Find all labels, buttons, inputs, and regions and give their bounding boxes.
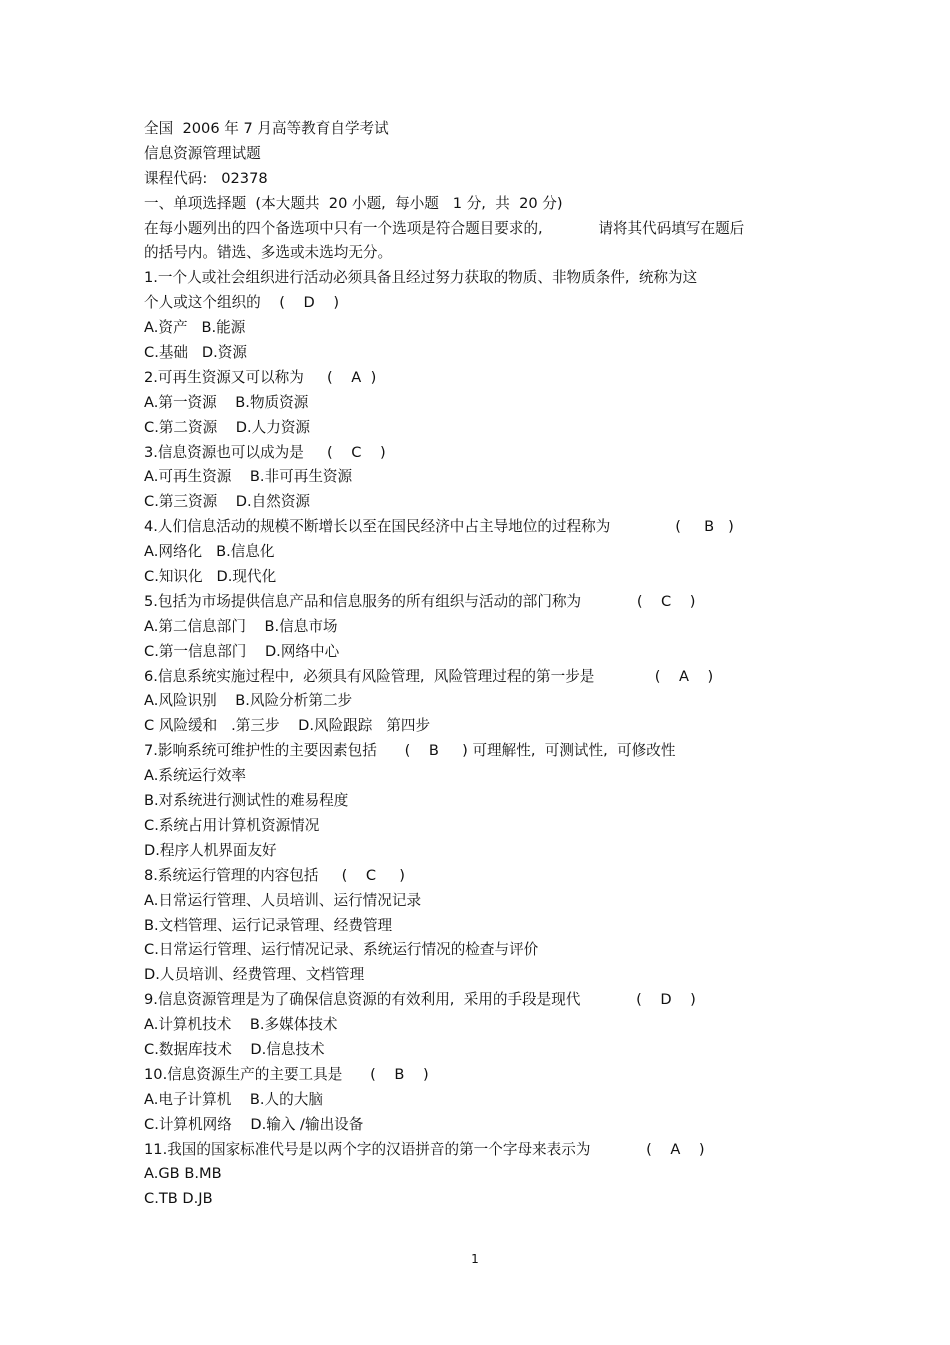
question-line: 10.信息资源生产的主要工具是 ( B ) — [144, 1065, 429, 1083]
option-line: A.网络化 B.信息化 — [144, 543, 275, 561]
option-line: C 风险缓和 .第三步 D.风险跟踪 第四步 — [144, 717, 431, 735]
question-line: 2.可再生资源又可以称为 ( A ) — [144, 368, 377, 386]
option-line: C.知识化 D.现代化 — [144, 568, 277, 586]
option-line: C.计算机网络 D.输入 /输出设备 — [144, 1115, 364, 1133]
option-line: C.第一信息部门 D.网络中心 — [144, 642, 340, 660]
option-line: A.第一资源 B.物质资源 — [144, 393, 309, 411]
option-line: A.日常运行管理、人员培训、运行情况记录 — [144, 891, 422, 909]
option-line: A.可再生资源 B.非可再生资源 — [144, 468, 353, 486]
section-instructions: 在每小题列出的四个备选项中只有一个选项是符合题目要求的, 请将其代码填写在题后 — [144, 219, 745, 237]
option-line: A.电子计算机 B.人的大脑 — [144, 1090, 323, 1108]
question-line: 4.人们信息活动的规模不断增长以至在国民经济中占主导地位的过程称为 ( B ) — [144, 518, 734, 536]
option-line: C.系统占用计算机资源情况 — [144, 816, 320, 834]
option-line: D.人员培训、经费管理、文档管理 — [144, 966, 365, 984]
option-line: A.计算机技术 B.多媒体技术 — [144, 1016, 338, 1034]
page-number: 1 — [471, 1252, 479, 1266]
option-line: B.对系统进行测试性的难易程度 — [144, 792, 349, 810]
question-line: 7.影响系统可维护性的主要因素包括 ( B ) 可理解性, 可测试性, 可修改性 — [144, 742, 676, 760]
option-line: A.第二信息部门 B.信息市场 — [144, 617, 338, 635]
option-line: D.程序人机界面友好 — [144, 841, 277, 859]
question-line: 3.信息资源也可以成为是 ( C ) — [144, 443, 386, 461]
option-line: A.系统运行效率 — [144, 767, 246, 785]
exam-title: 全国 2006 年 7 月高等教育自学考试 — [144, 120, 389, 137]
option-line: C.TB D.JB — [144, 1190, 213, 1208]
question-line: 8.系统运行管理的内容包括 ( C ) — [144, 866, 405, 884]
question-line: 11.我国的国家标准代号是以两个字的汉语拼音的第一个字母来表示为 ( A ) — [144, 1140, 705, 1158]
exam-subject: 信息资源管理试题 — [144, 144, 261, 162]
option-line: B.文档管理、运行记录管理、经费管理 — [144, 916, 393, 934]
option-line: C.第二资源 D.人力资源 — [144, 418, 311, 436]
question-line: 5.包括为市场提供信息产品和信息服务的所有组织与活动的部门称为 ( C ) — [144, 592, 696, 610]
document-body — [144, 117, 824, 1212]
option-line: C.数据库技术 D.信息技术 — [144, 1040, 325, 1058]
question-line: 个人或这个组织的 ( D ) — [144, 294, 340, 312]
option-line: A.风险识别 B.风险分析第二步 — [144, 692, 353, 710]
option-line: A.资产 B.能源 — [144, 319, 246, 337]
question-line: 1.一个人或社会组织进行活动必须具备且经过努力获取的物质、非物质条件, 统称为这 — [144, 269, 698, 287]
option-line: C.基础 D.资源 — [144, 344, 247, 362]
course-code: 课程代码: 02378 — [144, 169, 268, 187]
option-line: C.第三资源 D.自然资源 — [144, 493, 311, 511]
question-line: 6.信息系统实施过程中, 必须具有风险管理, 风险管理过程的第一步是 ( A ) — [144, 667, 714, 685]
option-line: A.GB B.MB — [144, 1165, 222, 1183]
option-line: C.日常运行管理、运行情况记录、系统运行情况的检查与评价 — [144, 941, 539, 959]
section-instructions-continued: 的括号内。错选、多选或未选均无分。 — [144, 244, 393, 262]
question-line: 9.信息资源管理是为了确保信息资源的有效利用, 采用的手段是现代 ( D ) — [144, 991, 696, 1009]
section-heading: 一、单项选择题 (本大题共 20 小题, 每小题 1 分, 共 20 分) — [144, 194, 563, 212]
